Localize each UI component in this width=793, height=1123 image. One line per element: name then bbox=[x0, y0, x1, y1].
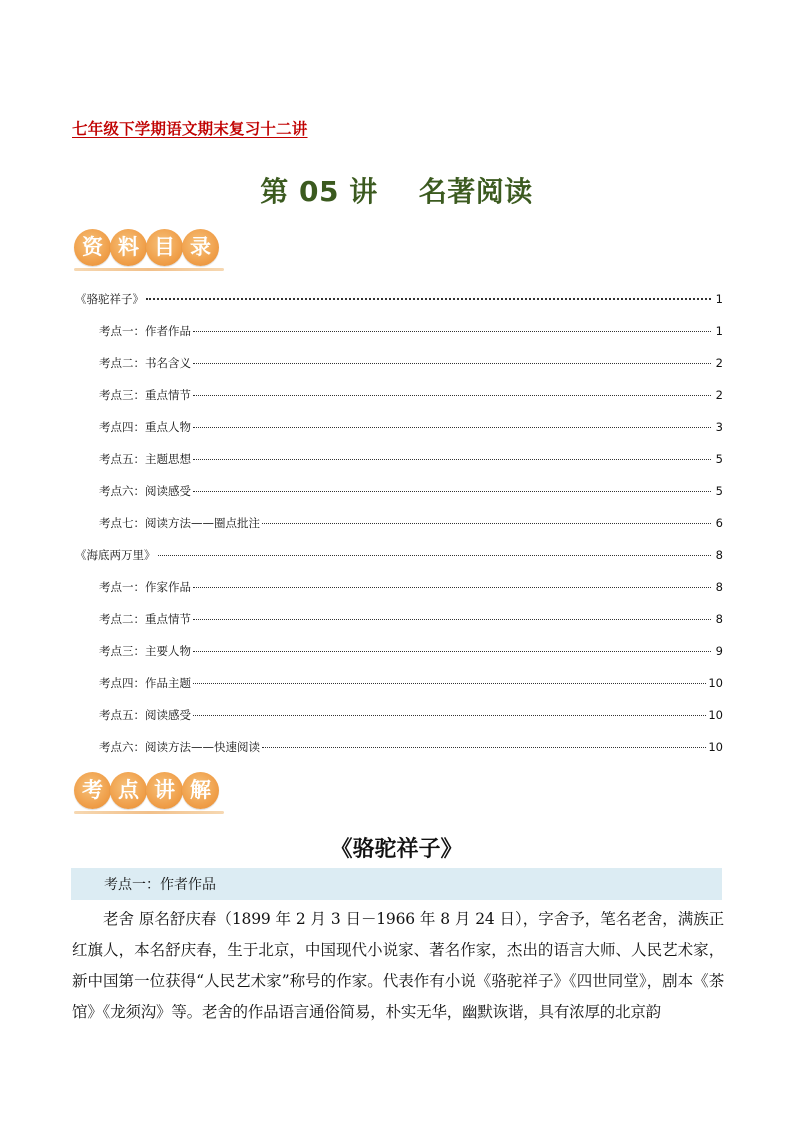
toc-leader-dots bbox=[193, 459, 711, 460]
toc-entry[interactable] bbox=[75, 387, 723, 419]
toc-entry-book-2[interactable] bbox=[75, 547, 723, 579]
toc-page-number: 6 bbox=[715, 516, 723, 530]
explain-badge bbox=[74, 772, 218, 809]
toc-leader-dots bbox=[262, 523, 711, 524]
toc-leader-dots bbox=[193, 491, 711, 492]
toc-entry[interactable] bbox=[75, 323, 723, 355]
toc-page-number: 9 bbox=[715, 644, 723, 658]
toc-page-number: 1 bbox=[715, 292, 723, 306]
toc-entry-book-1[interactable] bbox=[75, 291, 723, 323]
contents-badge-underline bbox=[74, 268, 224, 271]
lecture-title: 第 05 讲 名著阅读 bbox=[260, 175, 533, 208]
contents-badge-char: 目 bbox=[146, 229, 183, 266]
toc-leader-dots bbox=[146, 298, 711, 300]
toc-page-number: 5 bbox=[715, 484, 723, 498]
toc-page-number: 10 bbox=[708, 708, 723, 722]
toc-page-number: 3 bbox=[715, 420, 723, 434]
author-paragraph: 老舍 原名舒庆春（1899 年 2 月 3 日－1966 年 8 月 24 日），字舍予，笔名老舍，满族正红旗人，本名舒庆春，生于北京，中国现代小说家、著名作家，杰出的语言大师、人民艺术家，新中国第一位获得“人民艺术家”称号的作家。代表作有小说《骆驼祥子》《四世同堂》，剧本《茶馆》《龙须沟》等。老舍的作品语言通俗简易，朴实无华，幽默诙谐，具有浓厚的北京韵 bbox=[72, 910, 724, 1021]
toc-entry[interactable] bbox=[75, 483, 723, 515]
explain-badge-char: 考 bbox=[74, 772, 111, 809]
explain-badge-underline bbox=[74, 811, 224, 814]
toc-label: 考点三：重点情节 bbox=[99, 388, 191, 402]
contents-badge bbox=[74, 229, 218, 266]
toc-entry[interactable] bbox=[75, 515, 723, 547]
toc-leader-dots bbox=[158, 555, 712, 556]
toc-leader-dots bbox=[193, 363, 711, 364]
toc-label: 考点三：主要人物 bbox=[99, 644, 191, 658]
toc-label: 考点二：书名含义 bbox=[99, 356, 191, 370]
explain-badge-char: 解 bbox=[182, 772, 219, 809]
key-point-heading: 考点一：作者作品 bbox=[104, 877, 216, 893]
toc-label: 考点一：作者作品 bbox=[99, 324, 191, 338]
toc-label: 考点二：重点情节 bbox=[99, 612, 191, 626]
toc-page-number: 8 bbox=[715, 548, 723, 562]
contents-badge-char: 资 bbox=[74, 229, 111, 266]
toc-entry[interactable] bbox=[75, 419, 723, 451]
toc-entry[interactable] bbox=[75, 355, 723, 387]
contents-badge-char: 录 bbox=[182, 229, 219, 266]
table-of-contents bbox=[75, 291, 723, 771]
toc-leader-dots bbox=[193, 395, 711, 396]
toc-page-number: 10 bbox=[708, 740, 723, 754]
explain-badge-char: 点 bbox=[110, 772, 147, 809]
toc-label: 考点一：作家作品 bbox=[99, 580, 191, 594]
toc-leader-dots bbox=[193, 587, 711, 588]
toc-page-number: 10 bbox=[708, 676, 723, 690]
toc-label: 考点六：阅读感受 bbox=[99, 484, 191, 498]
toc-entry[interactable] bbox=[75, 739, 723, 771]
toc-entry[interactable] bbox=[75, 643, 723, 675]
toc-leader-dots bbox=[193, 331, 711, 332]
toc-entry[interactable] bbox=[75, 579, 723, 611]
series-title: 七年级下学期语文期末复习十二讲 bbox=[72, 120, 308, 138]
toc-label: 考点五：阅读感受 bbox=[99, 708, 191, 722]
toc-label: 考点六：阅读方法——快速阅读 bbox=[99, 740, 260, 754]
key-point-heading-bar bbox=[71, 868, 722, 900]
toc-label: 《骆驼祥子》 bbox=[75, 292, 144, 306]
toc-page-number: 2 bbox=[715, 356, 723, 370]
toc-entry[interactable] bbox=[75, 611, 723, 643]
toc-label: 考点四：作品主题 bbox=[99, 676, 191, 690]
book-title: 《骆驼祥子》 bbox=[330, 837, 463, 862]
explain-badge-char: 讲 bbox=[146, 772, 183, 809]
toc-label: 考点四：重点人物 bbox=[99, 420, 191, 434]
contents-badge-char: 料 bbox=[110, 229, 147, 266]
toc-leader-dots bbox=[193, 619, 711, 620]
toc-label: 《海底两万里》 bbox=[75, 548, 156, 562]
toc-page-number: 8 bbox=[715, 580, 723, 594]
toc-label: 考点五：主题思想 bbox=[99, 452, 191, 466]
toc-leader-dots bbox=[193, 427, 711, 428]
toc-leader-dots bbox=[262, 747, 706, 748]
toc-leader-dots bbox=[193, 715, 706, 716]
toc-page-number: 8 bbox=[715, 612, 723, 626]
toc-page-number: 1 bbox=[715, 324, 723, 338]
toc-entry[interactable] bbox=[75, 675, 723, 707]
toc-page-number: 2 bbox=[715, 388, 723, 402]
toc-label: 考点七：阅读方法——圈点批注 bbox=[99, 516, 260, 530]
toc-leader-dots bbox=[193, 683, 706, 684]
toc-page-number: 5 bbox=[715, 452, 723, 466]
toc-entry[interactable] bbox=[75, 707, 723, 739]
toc-entry[interactable] bbox=[75, 451, 723, 483]
toc-leader-dots bbox=[193, 651, 711, 652]
